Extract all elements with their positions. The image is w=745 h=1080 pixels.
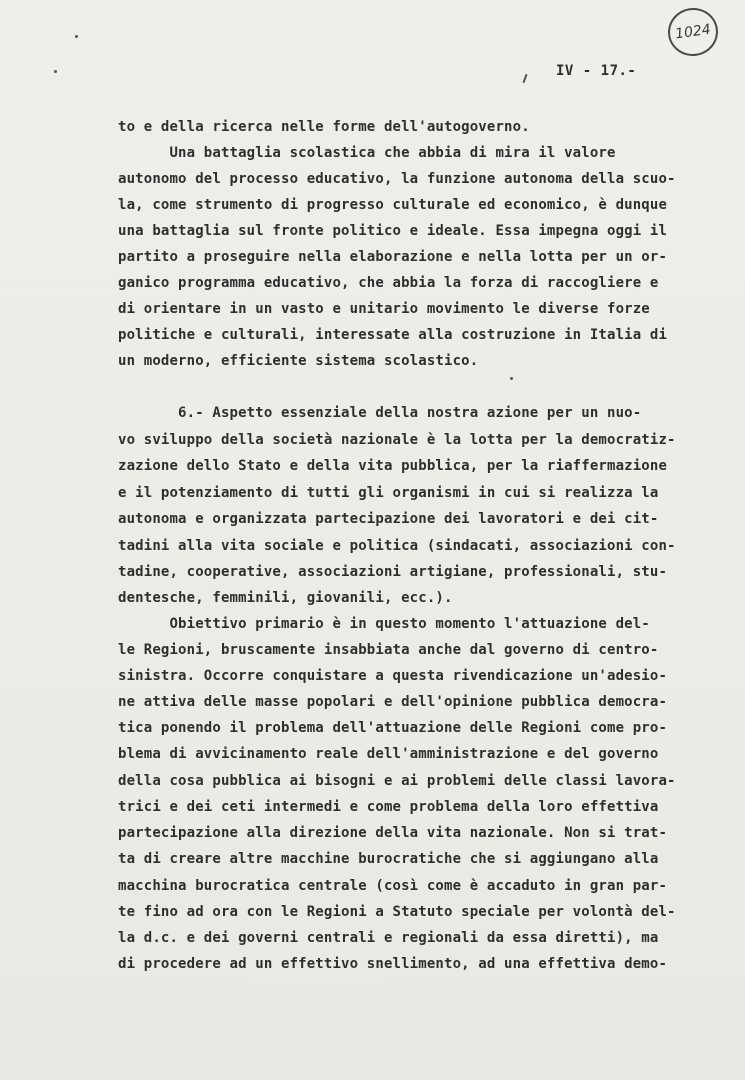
text-line: to e della ricerca nelle forme dell'autogoverno. [118,119,530,135]
text-line: trici e dei ceti intermedi e come problema della loro effettiva [118,799,659,815]
text-line: tadini alla vita sociale e politica (sindacati, associazioni con- [118,538,676,554]
text-line: vo sviluppo della società nazionale è la lotta per la democratiz- [118,432,676,448]
text-line: sinistra. Occorre conquistare a questa rivendicazione un'adesio- [118,668,668,684]
text-line: una battaglia sul fronte politico e ideale. Essa impegna oggi il [118,223,668,239]
text-line: partito a proseguire nella elaborazione e nella lotta per un or- [118,249,668,265]
text-line: Obiettivo primario è in questo momento l'attuazione del- [118,616,650,632]
text-line: blema di avvicinamento reale dell'amministrazione e del governo [118,746,659,762]
text-line: la d.c. e dei governi centrali e regionali da essa diretti), ma [118,930,659,946]
text-line: le Regioni, bruscamente insabbiata anche dal governo di centro- [118,642,659,658]
text-line: tadine, cooperative, associazioni artigiane, professionali, stu- [118,564,668,580]
text-line: partecipazione alla direzione della vita nazionale. Non si trat- [118,825,668,841]
pencil-mark [523,74,528,83]
ink-speck [75,35,78,38]
text-line: Una battaglia scolastica che abbia di mira il valore [118,145,616,161]
text-line: macchina burocratica centrale (così come è accaduto in gran par- [118,878,668,894]
text-line: e il potenziamento di tutti gli organismi in cui si realizza la [118,485,659,501]
text-line: tica ponendo il problema dell'attuazione delle Regioni come pro- [118,720,668,736]
text-line: 6.- Aspetto essenziale della nostra azione per un nuo- [118,405,642,421]
text-line: ganico programma educativo, che abbia la forza di raccogliere e [118,275,659,291]
text-line: di orientare in un vasto e unitario movimento le diverse forze [118,301,650,317]
text-line: della cosa pubblica ai bisogni e ai problemi delle classi lavora- [118,773,676,789]
ink-speck [510,377,513,380]
text-line: di procedere ad un effettivo snellimento, ad una effettiva demo- [118,956,668,972]
text-line: dentesche, femminili, giovanili, ecc.). [118,590,453,606]
text-line: ta di creare altre macchine burocratiche che si aggiungano alla [118,851,659,867]
ink-speck [54,70,57,73]
page-number-stamp: 1024 [665,5,721,59]
text-line: la, come strumento di progresso culturale ed economico, è dunque [118,197,668,213]
text-line: autonoma e organizzata partecipazione dei lavoratori e dei cit- [118,511,659,527]
text-line: autonomo del processo educativo, la funzione autonoma della scuo- [118,171,676,187]
text-line: zazione dello Stato e della vita pubblica, per la riaffermazione [118,458,668,474]
text-line: un moderno, efficiente sistema scolastico. [118,353,479,369]
page-header: IV - 17.- [556,63,637,79]
text-line: ne attiva delle masse popolari e dell'opinione pubblica democra- [118,694,668,710]
text-line: politiche e culturali, interessate alla costruzione in Italia di [118,327,668,343]
text-line: te fino ad ora con le Regioni a Statuto speciale per volontà del- [118,904,676,920]
